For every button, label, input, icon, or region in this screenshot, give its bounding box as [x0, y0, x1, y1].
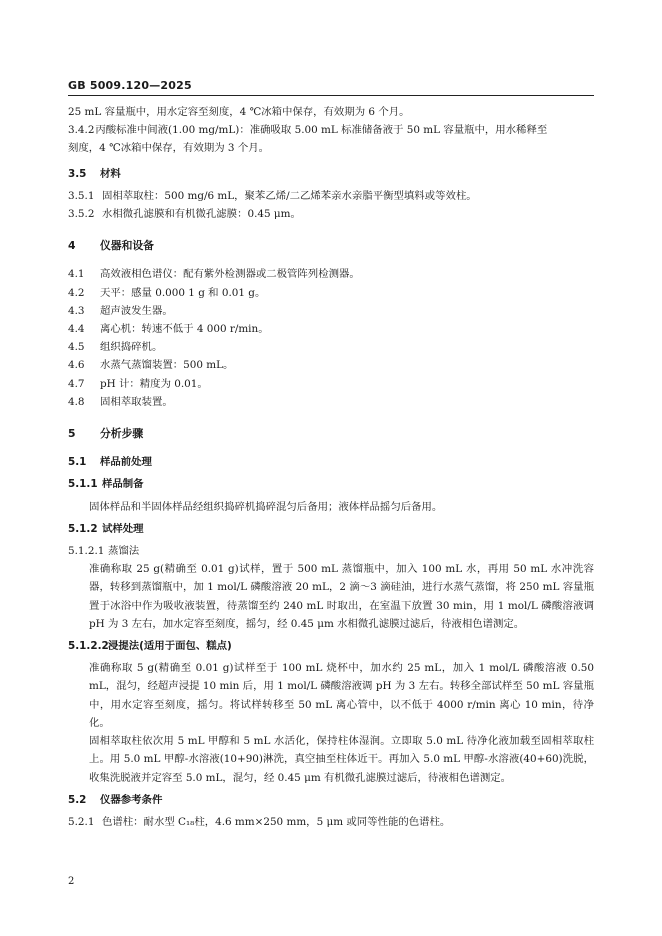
- clause-number: 3.5.2: [68, 208, 95, 221]
- clause-5-2-1: [68, 813, 594, 831]
- clause-number: 4.3: [68, 304, 85, 317]
- clause-4-2: [68, 284, 594, 302]
- heading-number: 5.1: [68, 456, 87, 469]
- section-4: [68, 237, 594, 255]
- clause-number: 4.8: [68, 395, 85, 408]
- heading-number: 5.1.2.2: [68, 640, 109, 653]
- heading-5-1-1: [68, 475, 594, 493]
- section-number: 4: [68, 239, 76, 253]
- heading-number: 5.1.1: [68, 478, 98, 491]
- clause-text: 色谱柱：耐水型 C₁₈柱，4.6 mm×250 mm，5 μm 或同等性能的色谱柱。: [102, 815, 451, 828]
- clause-text: 水蒸气蒸馏装置：500 mL。: [100, 359, 234, 372]
- clause-4-6: [68, 356, 594, 374]
- clause-text: 固相萃取装置。: [100, 395, 173, 408]
- clause-text: pH 计：精度为 0.01。: [100, 377, 208, 390]
- clause-text: 丙酸标准中间液(1.00 mg/mL)：准确吸取 5.00 mL 标准储备液于 50 mL 容量瓶中，用水稀释至: [95, 124, 548, 137]
- heading-5-2: [68, 791, 594, 809]
- section-5: [68, 425, 594, 443]
- clause-number: 3.5.1: [68, 189, 95, 202]
- section-title: 分析步骤: [100, 427, 144, 441]
- clause-3-5-2: [68, 205, 594, 223]
- clause-3-4-2: [68, 121, 594, 139]
- clause-number: 4.6: [68, 359, 85, 372]
- clause-5-1-2-1: [68, 542, 594, 560]
- clause-number: 5.2.1: [68, 815, 95, 828]
- clause-number: 4.4: [68, 323, 85, 336]
- heading-number: 3.5: [68, 167, 87, 180]
- heading-5-1-2-2: [68, 637, 594, 655]
- heading-5-1-2: [68, 520, 594, 538]
- clause-text: 组织捣碎机。: [100, 341, 163, 354]
- standard-code-header: GB 5009.120—2025: [68, 79, 192, 92]
- clause-4-3: [68, 302, 594, 320]
- clause-text: 离心机：转速不低于 4 000 r/min。: [100, 323, 269, 336]
- clause-4-8: [68, 393, 594, 411]
- clause-number: 4.7: [68, 377, 85, 390]
- clause-text: 天平：感量 0.000 1 g 和 0.01 g。: [100, 286, 266, 299]
- paragraph: 25 mL 容量瓶中，用水定容至刻度，4 ℃冰箱中保存，有效期为 6 个月。: [68, 106, 410, 118]
- clause-text: 固相萃取柱：500 mg/6 mL，聚苯乙烯/二乙烯苯亲水亲脂平衡型填料或等效柱。: [102, 189, 477, 202]
- clause-4-5: [68, 338, 594, 356]
- paragraph: 固体样品和半固体样品经组织捣碎机捣碎混匀后备用；液体样品摇匀后备用。: [89, 500, 443, 513]
- heading-number: 5.2: [68, 793, 87, 806]
- heading-text: 浸提法(适用于面包、糕点): [108, 640, 232, 653]
- heading-5-1: [68, 453, 594, 471]
- clause-text: 高效液相色谱仪：配有紫外检测器或二极管阵列检测器。: [100, 268, 360, 281]
- clause-text: 超声波发生器。: [100, 304, 173, 317]
- heading-text: 仪器参考条件: [100, 793, 163, 806]
- heading-number: 5.1.2: [68, 522, 98, 535]
- heading-text: 样品前处理: [100, 456, 152, 469]
- paragraph: 固相萃取柱依次用 5 mL 甲醇和 5 mL 水活化，保持柱体湿润。立即取 5.0 mL 待净化液加载至固相萃取柱上。用 5.0 mL 甲醇-水溶液(10+90)淋洗，真空抽至柱体近干。再加入 5.0 mL 甲醇-水溶液(40+60)洗脱，收集洗脱液并定容至 5.0 mL，混匀，经 0.45 μm 有机微孔滤膜过滤后，待液相色谱测定。: [89, 735, 594, 784]
- clause-number: 4.5: [68, 341, 85, 354]
- clause-4-7: [68, 375, 594, 393]
- clause-number: 5.1.2.1: [68, 545, 105, 558]
- paragraph: 准确称取 25 g(精确至 0.01 g)试样，置于 500 mL 蒸馏瓶中，加入 100 mL 水，再用 50 mL 水冲洗容器，转移到蒸馏瓶中，加 1 mol/L 磷酸溶液 20 mL，2 滴～3 滴硅油，进行水蒸气蒸馏，将 250 mL 容量瓶置于冰浴中作为吸收液装置，待蒸馏至约 240 mL 时取出，在室温下放置 30 min，用 1 mol/L 磷酸溶液调 pH 为 3 左右，加水定容至刻度，摇匀，经 0.45 μm 水相微孔滤膜过滤后，待液相色谱测定。: [89, 563, 594, 630]
- heading-text: 样品制备: [102, 478, 144, 491]
- clause-number: 4.1: [68, 268, 85, 281]
- clause-number: 3.4.2: [68, 124, 95, 137]
- clause-text: 水相微孔滤膜和有机微孔滤膜：0.45 μm。: [102, 208, 301, 221]
- heading-text: 试样处理: [102, 522, 144, 535]
- document-body: [68, 103, 594, 831]
- clause-text: 蒸馏法: [108, 545, 140, 558]
- section-title: 仪器和设备: [100, 239, 154, 253]
- clause-number: 4.2: [68, 286, 85, 299]
- paragraph: 刻度，4 ℃冰箱中保存，有效期为 3 个月。: [68, 142, 270, 155]
- heading-3-5: [68, 165, 594, 183]
- paragraph: 准确称取 5 g(精确至 0.01 g)试样至于 100 mL 烧杯中，加水约 25 mL，加入 1 mol/L 磷酸溶液 0.50 mL，混匀，经超声浸提 10 min 后，用 1 mol/L 磷酸溶液调 pH 为 3 左右。转移全部试样至 50 mL 容量瓶中，用水定容至刻度，摇匀。将试样转移至 50 mL 离心管中，以不低于 4000 r/min 离心 10 min，待净化。: [89, 662, 594, 729]
- section-number: 5: [68, 427, 76, 441]
- page-number: 2: [68, 876, 75, 887]
- clause-4-1: [68, 265, 594, 283]
- heading-text: 材料: [100, 167, 121, 180]
- header-rule: [68, 95, 594, 96]
- clause-3-5-1: [68, 187, 594, 205]
- clause-4-4: [68, 320, 594, 338]
